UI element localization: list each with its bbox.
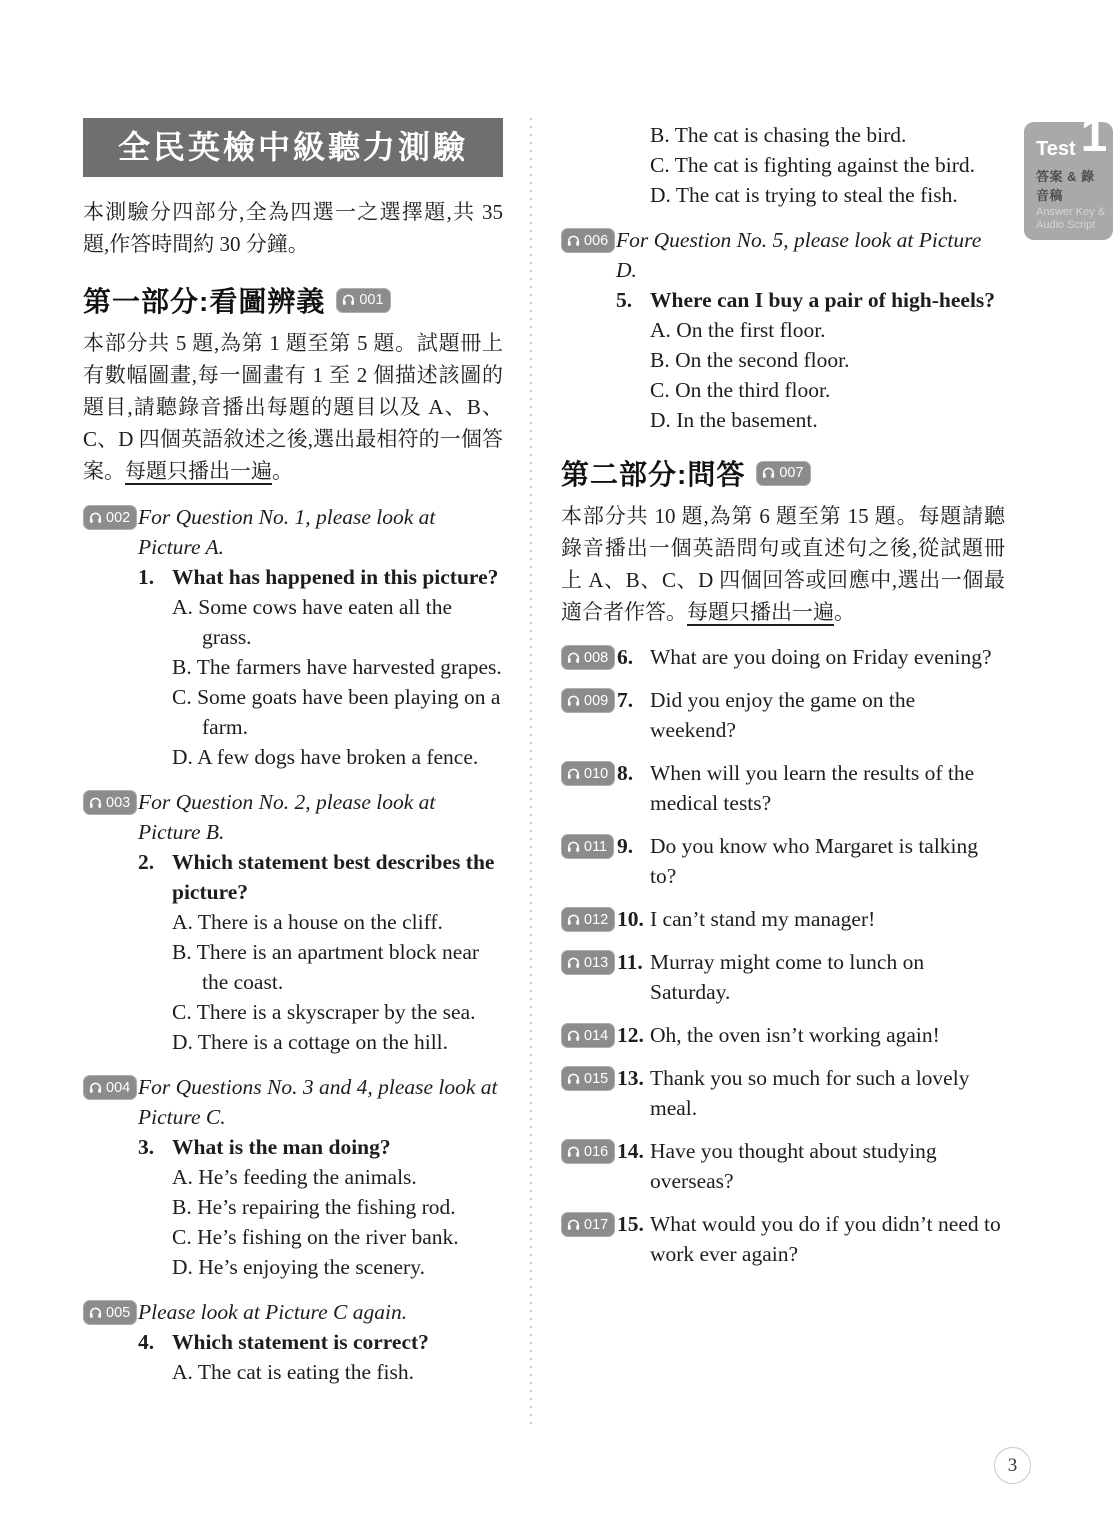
headphones-icon [566,1218,581,1232]
part2-item-7 [561,685,1005,745]
tab-subtitle-zh: 答案 & 錄音稿 [1036,169,1095,203]
question-block-1 [83,502,503,772]
option-d: D. The cat is trying to steal the fish. [650,183,958,207]
headphones-icon [88,1306,103,1320]
page-title: 全民英檢中級聽力測驗 [117,129,468,165]
question-block-5 [561,225,1005,435]
options-list [172,1162,503,1282]
audio-badge-015 [561,1066,615,1091]
question-number: 4. [138,1330,155,1354]
question-block-4 [83,1297,503,1387]
audio-instruction: For Question No. 2, please look at Picture B. [138,790,436,844]
option-c: C. Some goats have been playing on a farm. [172,685,501,739]
option-d: D. In the basement. [650,408,818,432]
headphones-icon [341,293,356,307]
option-b: B. On the second floor. [650,348,850,372]
part2-heading-row [561,453,1005,493]
options-list [172,1357,503,1387]
audio-badge-007 [756,461,810,486]
question-text: Have you thought about studying overseas? [650,1139,937,1193]
audio-badge-014 [561,1023,615,1048]
tab-subtitle-en-line2: Audio Script [1036,219,1096,231]
part1-desc-period: 。 [272,459,293,483]
audio-track-number: 001 [359,292,384,308]
page-number-badge [994,1447,1031,1484]
audio-instruction: Please look at Picture C again. [138,1300,408,1324]
question-text: When will you learn the results of the medical tests? [650,761,975,815]
option-b: B. He’s repairing the fishing rod. [172,1195,456,1219]
option-b: B. The cat is chasing the bird. [650,123,907,147]
audio-track-number: 006 [584,232,609,249]
question-text: What are you doing on Friday evening? [650,645,992,669]
part2-desc-underlined: 每題只播出一遍 [687,600,834,624]
question-number: 7. [617,688,634,712]
part1-heading: 第一部分:看圖辨義 [83,286,326,317]
option-a: A. There is a house on the cliff. [172,910,443,934]
audio-badge-002 [83,505,137,530]
audio-badge-004 [83,1075,137,1100]
question-number: 1. [138,565,155,589]
audio-badge-017 [561,1212,615,1237]
option-d: D. He’s enjoying the scenery. [172,1255,425,1279]
headphones-icon [566,913,581,927]
right-column [561,118,1005,1269]
audio-badge-001 [336,288,390,313]
headphones-icon [566,956,581,970]
headphones-icon [566,1029,581,1043]
question-text: What is the man doing? [172,1135,391,1159]
question-block-3 [83,1072,503,1282]
question-row [138,1132,503,1162]
question-text: Murray might come to lunch on Saturday. [650,950,925,1004]
question-number: 2. [138,850,155,874]
part2-heading: 第二部分:問答 [561,459,746,490]
question-text: Where can I buy a pair of high-heels? [650,288,996,312]
audio-track-number: 005 [106,1304,131,1321]
question-number: 15. [617,1212,644,1236]
headphones-icon [761,466,776,480]
part1-heading-row [83,280,503,320]
part2-item-9 [561,831,1005,891]
question-number: 14. [617,1139,644,1163]
audio-track-number: 016 [584,1143,609,1160]
option-d: D. A few dogs have broken a fence. [172,745,479,769]
headphones-icon [566,651,581,665]
question-number: 10. [617,907,644,931]
option-a: A. On the first floor. [650,318,826,342]
test-title-banner [83,118,503,177]
option-c: C. He’s fishing on the river bank. [172,1225,459,1249]
question-number: 8. [617,761,634,785]
tab-subtitle-en [1036,206,1107,232]
option-b: B. There is an apartment block near the coast. [172,940,480,994]
options-list [172,907,503,1057]
question-number: 3. [138,1135,155,1159]
part2-item-10 [561,904,1005,934]
part2-item-8 [561,758,1005,818]
tab-test-label: Test [1036,138,1076,160]
question-text: Which statement best describes the picture? [172,850,495,904]
question-number: 6. [617,645,634,669]
question-number: 12. [617,1023,644,1047]
part2-desc-period: 。 [834,600,855,624]
option-c: C. The cat is fighting against the bird. [650,153,976,177]
question-text: Do you know who Margaret is talking to? [650,834,979,888]
headphones-icon [566,234,581,248]
tab-test-number: 1 [1080,109,1108,162]
audio-track-number: 013 [584,954,609,971]
audio-badge-005 [83,1300,137,1325]
question-row [138,1327,503,1357]
audio-track-number: 004 [106,1079,131,1096]
question-row [616,285,1005,315]
audio-instruction: For Questions No. 3 and 4, please look at Picture C. [138,1075,498,1129]
audio-track-number: 007 [779,465,804,481]
options-list [172,592,503,772]
question-text: Which statement is correct? [172,1330,429,1354]
audio-badge-012 [561,907,615,932]
part1-desc-underlined: 每題只播出一遍 [125,459,272,483]
question-text: What has happened in this picture? [172,565,499,589]
question-number: 9. [617,834,634,858]
audio-badge-013 [561,950,615,975]
column-divider [530,118,532,1426]
question-row [138,847,503,907]
question4-options-continued [650,120,1005,210]
part2-desc-text: 本部分共 10 題,為第 6 題至第 15 題。每題請聽錄音播出一個英語問句或直述句之後,從試題冊上 A、B、C、D 四個回答或回應中,選出一個最適合者作答。 [561,504,1005,624]
part2-item-11 [561,947,1005,1007]
audio-badge-011 [561,834,614,859]
question-text: What would you do if you didn’t need to work ever again? [650,1212,1001,1266]
option-a: A. Some cows have eaten all the grass. [172,595,453,649]
part2-item-6 [561,642,1005,672]
part2-item-15 [561,1209,1005,1269]
question-number: 13. [617,1066,644,1090]
option-c: C. There is a skyscraper by the sea. [172,1000,476,1024]
audio-track-number: 012 [584,911,609,928]
audio-track-number: 009 [584,692,609,709]
left-column [83,118,503,1387]
part1-description [83,327,503,487]
headphones-icon [566,840,581,854]
question-text: Oh, the oven isn’t working again! [650,1023,940,1047]
question-number: 5. [616,288,633,312]
option-a: A. The cat is eating the fish. [172,1360,415,1384]
headphones-icon [88,511,103,525]
tab-test-row [1036,109,1108,162]
audio-instruction: For Question No. 1, please look at Picture A. [138,505,436,559]
part2-item-13 [561,1063,1005,1123]
answer-key-tab [1024,109,1113,240]
audio-track-number: 014 [584,1027,609,1044]
tab-subtitle-en-line1: Answer Key & [1036,206,1106,218]
question-text: Thank you so much for such a lovely meal. [650,1066,970,1120]
audio-badge-016 [561,1139,615,1164]
option-a: A. He’s feeding the animals. [172,1165,417,1189]
audio-track-number: 010 [584,765,609,782]
audio-badge-003 [83,790,137,815]
question-text: Did you enjoy the game on the weekend? [650,688,916,742]
headphones-icon [566,1072,581,1086]
audio-badge-010 [561,761,615,786]
headphones-icon [88,796,103,810]
part1-desc-text: 本部分共 5 題,為第 1 題至第 5 題。試題冊上有數幅圖畫,每一圖畫有 1 至 2 個描述該圖的題目,請聽錄音播出每題的題目以及 A、B、C、D 四個英語敘述之後,選出最相符的一個答案。 [83,331,503,483]
question-block-2 [83,787,503,1057]
intro-paragraph: 本測驗分四部分,全為四選一之選擇題,共 35 題,作答時間約 30 分鐘。 [83,200,503,256]
part2-item-14 [561,1136,1005,1196]
page-number: 3 [1007,1454,1018,1476]
part2-description [561,500,1005,628]
headphones-icon [566,694,581,708]
audio-instruction: For Question No. 5, please look at Picture D. [616,228,982,282]
audio-badge-008 [561,645,615,670]
option-b: B. The farmers have harvested grapes. [172,655,502,679]
audio-track-number: 002 [106,509,131,526]
audio-track-number: 011 [584,838,608,855]
part2-item-12 [561,1020,1005,1050]
headphones-icon [88,1081,103,1095]
option-d: D. There is a cottage on the hill. [172,1030,449,1054]
headphones-icon [566,1145,581,1159]
audio-track-number: 008 [584,649,609,666]
audio-track-number: 015 [584,1070,609,1087]
question-text: I can’t stand my manager! [650,907,876,931]
headphones-icon [566,767,581,781]
options-list [650,315,1005,435]
audio-badge-009 [561,688,615,713]
audio-track-number: 017 [584,1216,609,1233]
question-row [138,562,503,592]
option-c: C. On the third floor. [650,378,831,402]
question-number: 11. [617,950,643,974]
audio-badge-006 [561,228,615,253]
audio-track-number: 003 [106,794,131,811]
